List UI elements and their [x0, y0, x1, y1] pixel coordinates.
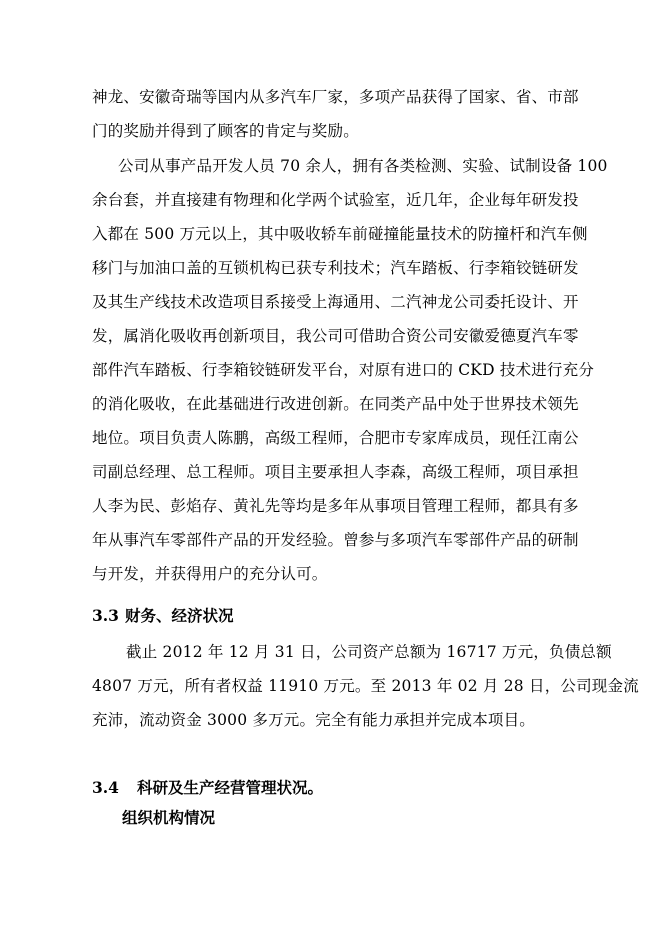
- paragraph-2-line-8: 的消化吸收，在此基础进行改进创新。在同类产品中处于世界技术领先: [92, 395, 579, 413]
- paragraph-2-line-3: 入都在 500 万元以上，其中吸收轿车前碰撞能量技术的防撞杆和汽车侧: [92, 225, 588, 243]
- section-heading-3-3: [92, 606, 233, 626]
- section-heading-3-4: [92, 778, 323, 798]
- section-number: 3.3: [92, 606, 119, 625]
- paragraph-2-line-10: 司副总经理、总工程师。项目主要承担人李森，高级工程师，项目承担: [92, 463, 579, 481]
- paragraph-2-line-2: 余台套，并直接建有物理和化学两个试验室，近几年，企业每年研发投: [92, 191, 579, 209]
- paragraph-3-line-3: 充沛，流动资金 3000 多万元。完全有能力承担并完成本项目。: [92, 711, 536, 729]
- paragraph-2-line-4: 移门与加油口盖的互锁机构已获专利技术；汽车踏板、行李箱铰链研发: [92, 259, 579, 277]
- section-title: 财务、经济状况: [124, 606, 234, 625]
- section-title: 科研及生产经营管理状况。: [136, 778, 323, 797]
- paragraph-2-line-7: 部件汽车踏板、行李箱铰链研发平台，对原有进口的 CKD 技术进行充分: [92, 361, 595, 379]
- paragraph-2-line-1: 公司从事产品开发人员 70 余人，拥有各类检测、实验、试制设备 100: [118, 157, 608, 175]
- paragraph-2-line-9: 地位。项目负责人陈鹏，高级工程师，合肥市专家库成员，现任江南公: [92, 429, 579, 447]
- section-number: 3.4: [92, 778, 119, 797]
- paragraph-3-line-2: 4807 万元，所有者权益 11910 万元。至 2013 年 02 月 28 日，公司现金流: [92, 677, 639, 695]
- paragraph-1-line-2: 门的奖励并得到了顾客的肯定与奖励。: [92, 122, 359, 140]
- subsection-heading: 组织机构情况: [122, 808, 216, 827]
- paragraph-1-line-1: 神龙、安徽奇瑞等国内从多汽车厂家，多项产品获得了国家、省、市部: [92, 88, 579, 106]
- paragraph-3-line-1: 截止 2012 年 12 月 31 日，公司资产总额为 16717 万元，负债总额: [126, 643, 612, 661]
- paragraph-2-line-13: 与开发，并获得用户的充分认可。: [92, 565, 328, 583]
- paragraph-2-line-5: 及其生产线技术改造项目系接受上海通用、二汽神龙公司委托设计、开: [92, 293, 579, 311]
- paragraph-2-line-11: 人李为民、彭焰存、黄礼先等均是多年从事项目管理工程师，都具有多: [92, 497, 579, 515]
- paragraph-2-line-6: 发，属消化吸收再创新项目，我公司可借助合资公司安徽爱德夏汽车零: [92, 327, 579, 345]
- paragraph-2-line-12: 年从事汽车零部件产品的开发经验。曾参与多项汽车零部件产品的研制: [92, 531, 579, 549]
